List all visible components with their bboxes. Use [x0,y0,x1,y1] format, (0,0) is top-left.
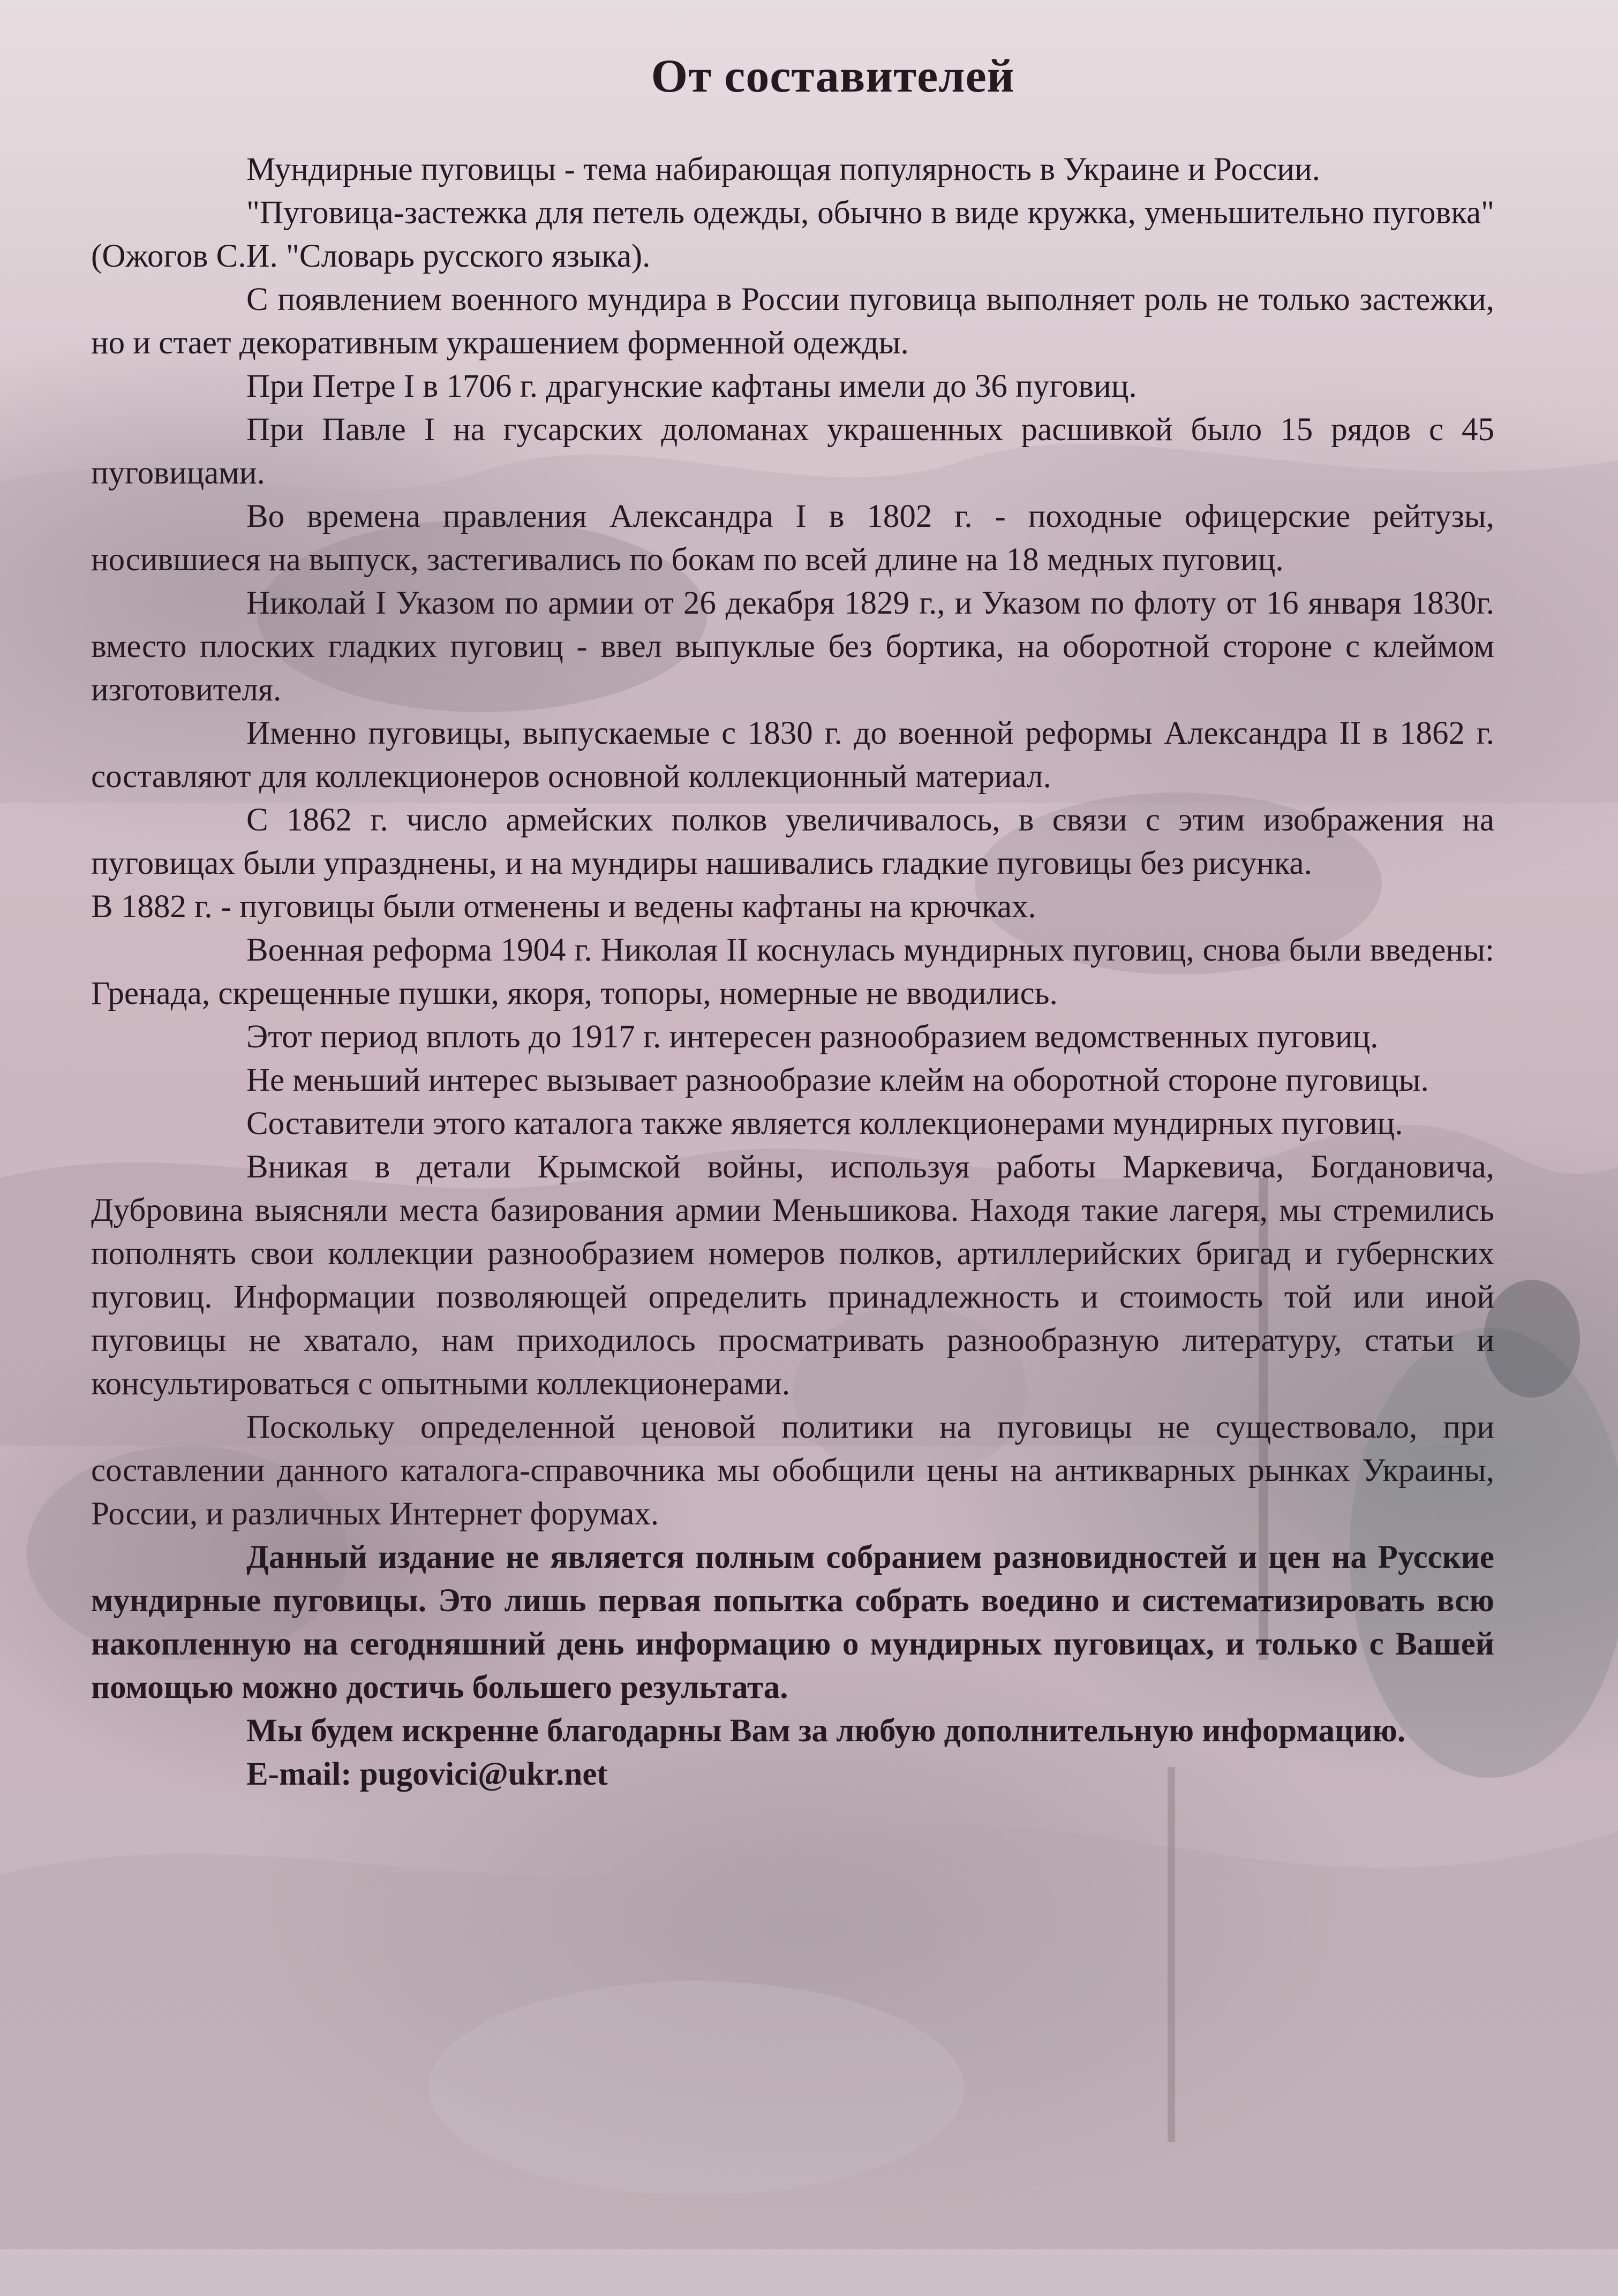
paragraph: Поскольку определенной ценовой политики на пуговицы не существовало, при составлении данного каталога-справочника мы обобщили цены на антикварных рынках Украины, России, и различных Интернет форумах. [91,1409,1494,1532]
paragraph: С появлением военного мундира в России пуговица выполняет роль не только застежки, но и стает декоративным украшением форменной одежды. [91,281,1494,361]
paragraph: При Павле I на гусарских доломанах украшенных расшивкой было 15 рядов с 45 пуговицами. [91,411,1494,491]
paragraph: Во времена правления Александра I в 1802 г. - походные офицерские рейтузы, носившиеся на выпуск, застегивались по бокам по всей длине на 18 медных пуговиц. [91,498,1494,578]
paragraph: Вникая в детали Крымской войны, используя работы Маркевича, Богдановича, Дубровина выясняли места базирования армии Меньшикова. Находя такие лагеря, мы стремились пополнять свои коллекции разнообразием номеров полков, артиллерийских бригад и губернских пуговиц. Информации позволяющей определить принадлежность и стоимость той или иной пуговицы не хватало, нам приходилось просматривать разнообразную литературу, статьи и консультироваться с опытными коллекционерами. [91,1149,1494,1402]
paragraph: Николай I Указом по армии от 26 декабря 1829 г., и Указом по флоту от 16 января 1830г. вместо плоских гладких пуговиц - ввел выпуклые без бортика, на оборотной стороне с клеймом изготовителя. [91,585,1494,708]
paragraph: Не меньший интерес вызывает разнообразие клейм на оборотной стороне пуговицы. [246,1062,1429,1098]
paragraph: Этот период вплоть до 1917 г. интересен разнообразием ведомственных пуговиц. [246,1018,1379,1055]
paragraph: Военная реформа 1904 г. Николая II коснулась мундирных пуговиц, снова были введены: Гренада, скрещенные пушки, якоря, топоры, номерные не вводились. [91,932,1494,1011]
bold-paragraph: Мы будем искренне благодарны Вам за любую дополнительную информацию. [246,1712,1406,1749]
paragraph: Мундирные пуговицы - тема набирающая популярность в Украине и России. [246,151,1320,187]
paragraph: При Петре I в 1706 г. драгунские кафтаны имели до 36 пуговиц. [246,368,1137,404]
paragraph: Именно пуговицы, выпускаемые с 1830 г. до военной реформы Александра II в 1862 г. составляют для коллекционеров основной коллекционный материал. [91,715,1494,795]
bold-paragraph: Данный издание не является полным собранием разновидностей и цен на Русские мундирные пуговицы. Это лишь первая попытка собрать воедино и систематизировать всю накопленную на сегодняшний день информацию о мундирных пуговицах, и только с Вашей помощью можно достичь большего результата. [91,1539,1494,1705]
paragraph: С 1862 г. число армейских полков увеличивалось, в связи с этим изображения на пуговицах были упразднены, и на мундиры нашивались гладкие пуговицы без рисунка. [91,802,1494,881]
paragraph-1882: В 1882 г. - пуговицы были отменены и ведены кафтаны на крючках. [91,888,1036,925]
email-contact: E-mail: pugovici@ukr.net [246,1756,608,1792]
page-title: От составителей [651,50,1015,102]
document-body [91,48,1494,1796]
paragraph: Составители этого каталога также является коллекционерами мундирных пуговиц. [246,1105,1403,1142]
paragraph: "Пуговица-застежка для петель одежды, обычно в виде кружка, уменьшительно пуговка" (Ожогов С.И. "Словарь русского языка). [91,194,1494,274]
